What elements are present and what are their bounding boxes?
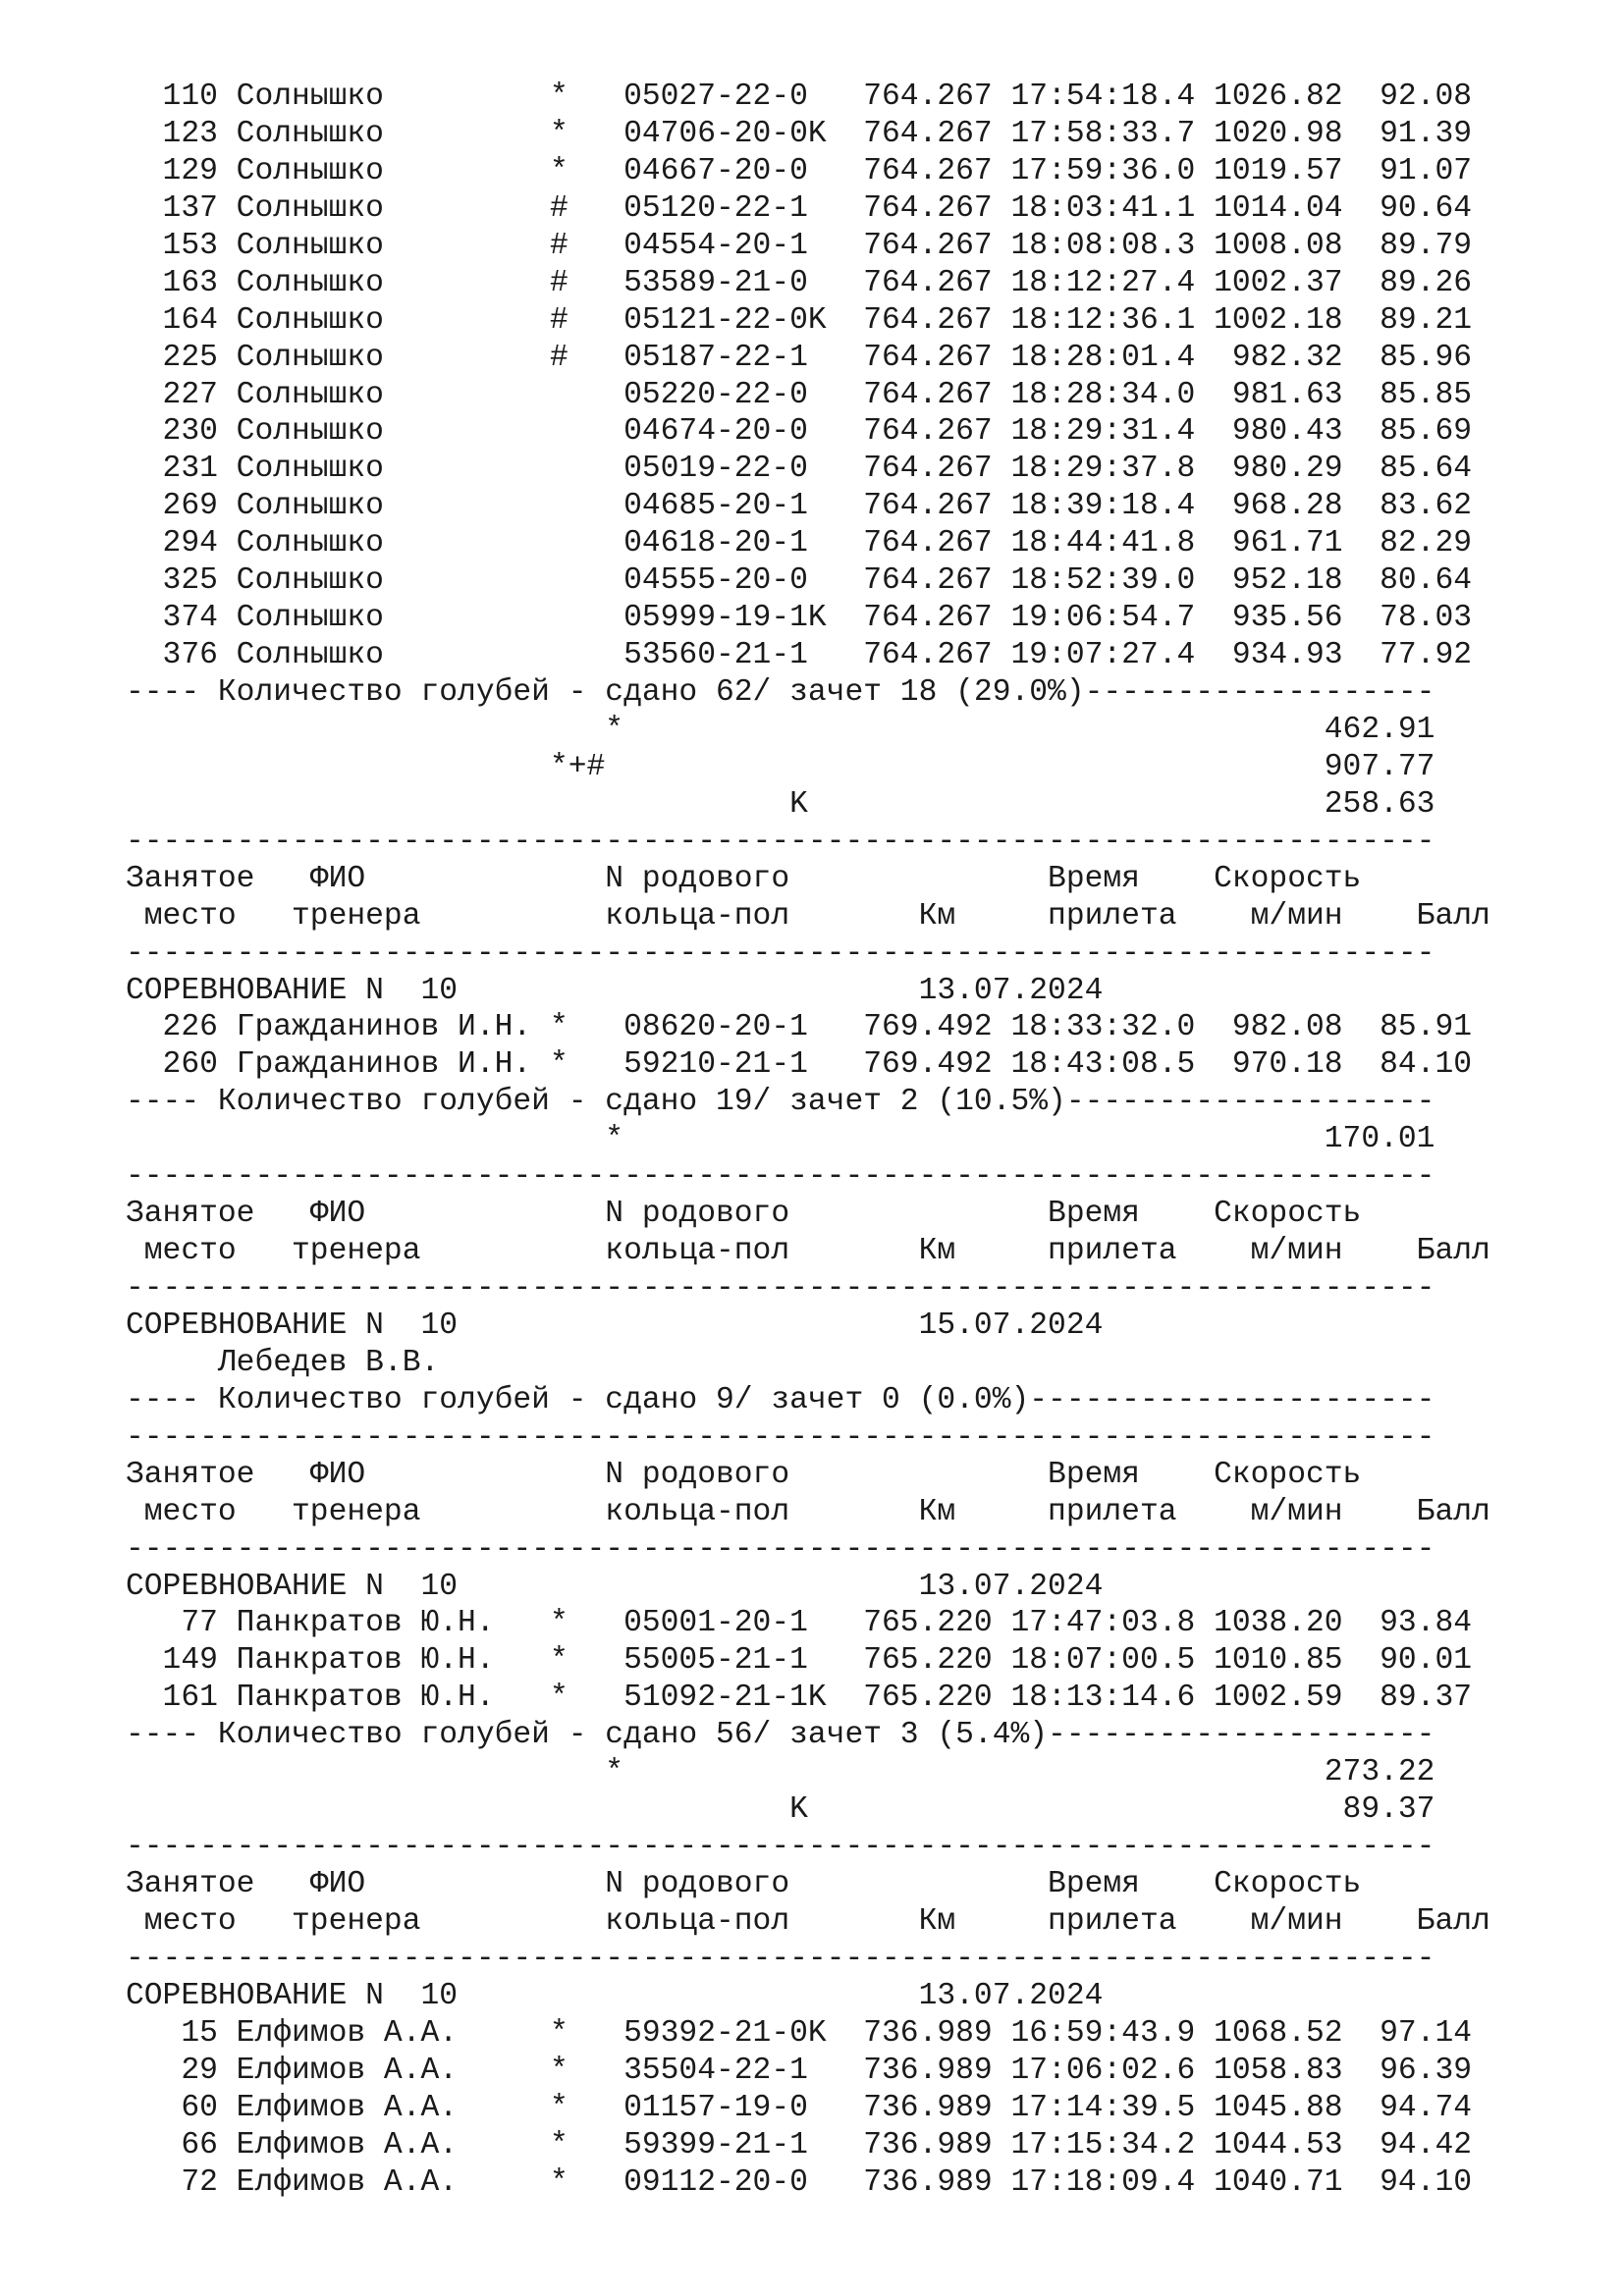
column-header: Занятое ФИО N родового Время Скорость — [126, 861, 1362, 896]
column-header: Занятое ФИО N родового Время Скорость — [126, 1197, 1362, 1232]
column-header: Занятое ФИО N родового Время Скорость — [126, 1457, 1362, 1492]
result-row: 77 Панкратов Ю.Н. * 05001-20-1 765.220 17:47:03.8 1038.20 93.84 — [126, 1606, 1473, 1641]
summary-line: ---- Количество голубей - сдано 62/ зачет 18 (29.0%)------------------- — [126, 675, 1435, 710]
competition-header: СОРЕВНОВАНИЕ N 10 13.07.2024 — [126, 1978, 1104, 2013]
summary-line: ---- Количество голубей - сдано 19/ зачет 2 (10.5%)-------------------- — [126, 1085, 1435, 1120]
total-line: K 258.63 — [126, 786, 1435, 822]
result-row: 260 Гражданинов И.Н. * 59210-21-1 769.492 18:43:08.5 970.18 84.10 — [126, 1047, 1473, 1083]
separator-line: ----------------------------------------------------------------------- — [126, 1159, 1435, 1195]
result-row: 226 Гражданинов И.Н. * 08620-20-1 769.492 18:33:32.0 982.08 85.91 — [126, 1010, 1473, 1045]
result-row: 163 Солнышко # 53589-21-0 764.267 18:12:27.4 1002.37 89.26 — [126, 265, 1473, 300]
result-row: 325 Солнышко 04555-20-0 764.267 18:52:39.0 952.18 80.64 — [126, 563, 1473, 599]
separator-line: ----------------------------------------------------------------------- — [126, 935, 1435, 971]
result-row: 123 Солнышко * 04706-20-0K 764.267 17:58:33.7 1020.98 91.39 — [126, 116, 1473, 151]
result-row: 110 Солнышко * 05027-22-0 764.267 17:54:18.4 1026.82 92.08 — [126, 80, 1473, 114]
result-row: 225 Солнышко # 05187-22-1 764.267 18:28:01.4 982.32 85.96 — [126, 340, 1473, 375]
separator-line: ----------------------------------------------------------------------- — [126, 1830, 1435, 1865]
results-report — [126, 79, 1490, 2201]
result-row: 374 Солнышко 05999-19-1K 764.267 19:06:54.7 935.56 78.03 — [126, 601, 1473, 636]
result-row: 269 Солнышко 04685-20-1 764.267 18:39:18.4 968.28 83.62 — [126, 489, 1473, 524]
column-header: место тренера кольца-пол Км прилета м/мин Балл — [126, 1234, 1490, 1269]
result-row: 376 Солнышко 53560-21-1 764.267 19:07:27.4 934.93 77.92 — [126, 638, 1473, 673]
result-row: 15 Елфимов А.А. * 59392-21-0K 736.989 16:59:43.9 1068.52 97.14 — [126, 2015, 1473, 2051]
separator-line: ----------------------------------------------------------------------- — [126, 824, 1435, 859]
total-line: *+# 907.77 — [126, 749, 1435, 784]
total-line: * 273.22 — [126, 1755, 1435, 1790]
report-line: Лебедев В.В. — [126, 1345, 440, 1380]
column-header: место тренера кольца-пол Км прилета м/мин Балл — [126, 898, 1490, 934]
result-row: 149 Панкратов Ю.Н. * 55005-21-1 765.220 18:07:00.5 1010.85 90.01 — [126, 1643, 1473, 1679]
result-row: 161 Панкратов Ю.Н. * 51092-21-1K 765.220 18:13:14.6 1002.59 89.37 — [126, 1681, 1473, 1716]
result-row: 137 Солнышко # 05120-22-1 764.267 18:03:41.1 1014.04 90.64 — [126, 190, 1473, 226]
separator-line: ----------------------------------------------------------------------- — [126, 1419, 1435, 1455]
summary-line: ---- Количество голубей - сдано 56/ зачет 3 (5.4%)--------------------- — [126, 1718, 1435, 1753]
competition-header: СОРЕВНОВАНИЕ N 10 15.07.2024 — [126, 1308, 1104, 1343]
summary-line: ---- Количество голубей - сдано 9/ зачет 0 (0.0%)---------------------- — [126, 1382, 1435, 1417]
result-row: 294 Солнышко 04618-20-1 764.267 18:44:41.8 961.71 82.29 — [126, 526, 1473, 561]
competition-header: СОРЕВНОВАНИЕ N 10 13.07.2024 — [126, 1569, 1104, 1604]
result-row: 29 Елфимов А.А. * 35504-22-1 736.989 17:06:02.6 1058.83 96.39 — [126, 2053, 1473, 2088]
result-row: 230 Солнышко 04674-20-0 764.267 18:29:31.4 980.43 85.69 — [126, 414, 1473, 450]
result-row: 72 Елфимов А.А. * 09112-20-0 736.989 17:18:09.4 1040.71 94.10 — [126, 2164, 1473, 2200]
result-row: 153 Солнышко # 04554-20-1 764.267 18:08:08.3 1008.08 89.79 — [126, 228, 1473, 263]
competition-header: СОРЕВНОВАНИЕ N 10 13.07.2024 — [126, 973, 1104, 1008]
column-header: место тренера кольца-пол Км прилета м/мин Балл — [126, 1903, 1490, 1939]
column-header: Занятое ФИО N родового Время Скорость — [126, 1867, 1362, 1901]
separator-line: ----------------------------------------------------------------------- — [126, 1531, 1435, 1567]
result-row: 231 Солнышко 05019-22-0 764.267 18:29:37.8 980.29 85.64 — [126, 452, 1473, 487]
result-row: 129 Солнышко * 04667-20-0 764.267 17:59:36.0 1019.57 91.07 — [126, 153, 1473, 188]
column-header: место тренера кольца-пол Км прилета м/мин Балл — [126, 1494, 1490, 1529]
result-row: 60 Елфимов А.А. * 01157-19-0 736.989 17:14:39.5 1045.88 94.74 — [126, 2090, 1473, 2125]
result-row: 66 Елфимов А.А. * 59399-21-1 736.989 17:15:34.2 1044.53 94.42 — [126, 2127, 1473, 2163]
separator-line: ----------------------------------------------------------------------- — [126, 1271, 1435, 1306]
result-row: 164 Солнышко # 05121-22-0K 764.267 18:12:36.1 1002.18 89.21 — [126, 302, 1473, 338]
total-line: * 170.01 — [126, 1122, 1435, 1157]
total-line: * 462.91 — [126, 712, 1435, 747]
result-row: 227 Солнышко 05220-22-0 764.267 18:28:34.0 981.63 85.85 — [126, 377, 1473, 412]
total-line: K 89.37 — [126, 1792, 1435, 1828]
separator-line: ----------------------------------------------------------------------- — [126, 1941, 1435, 1976]
